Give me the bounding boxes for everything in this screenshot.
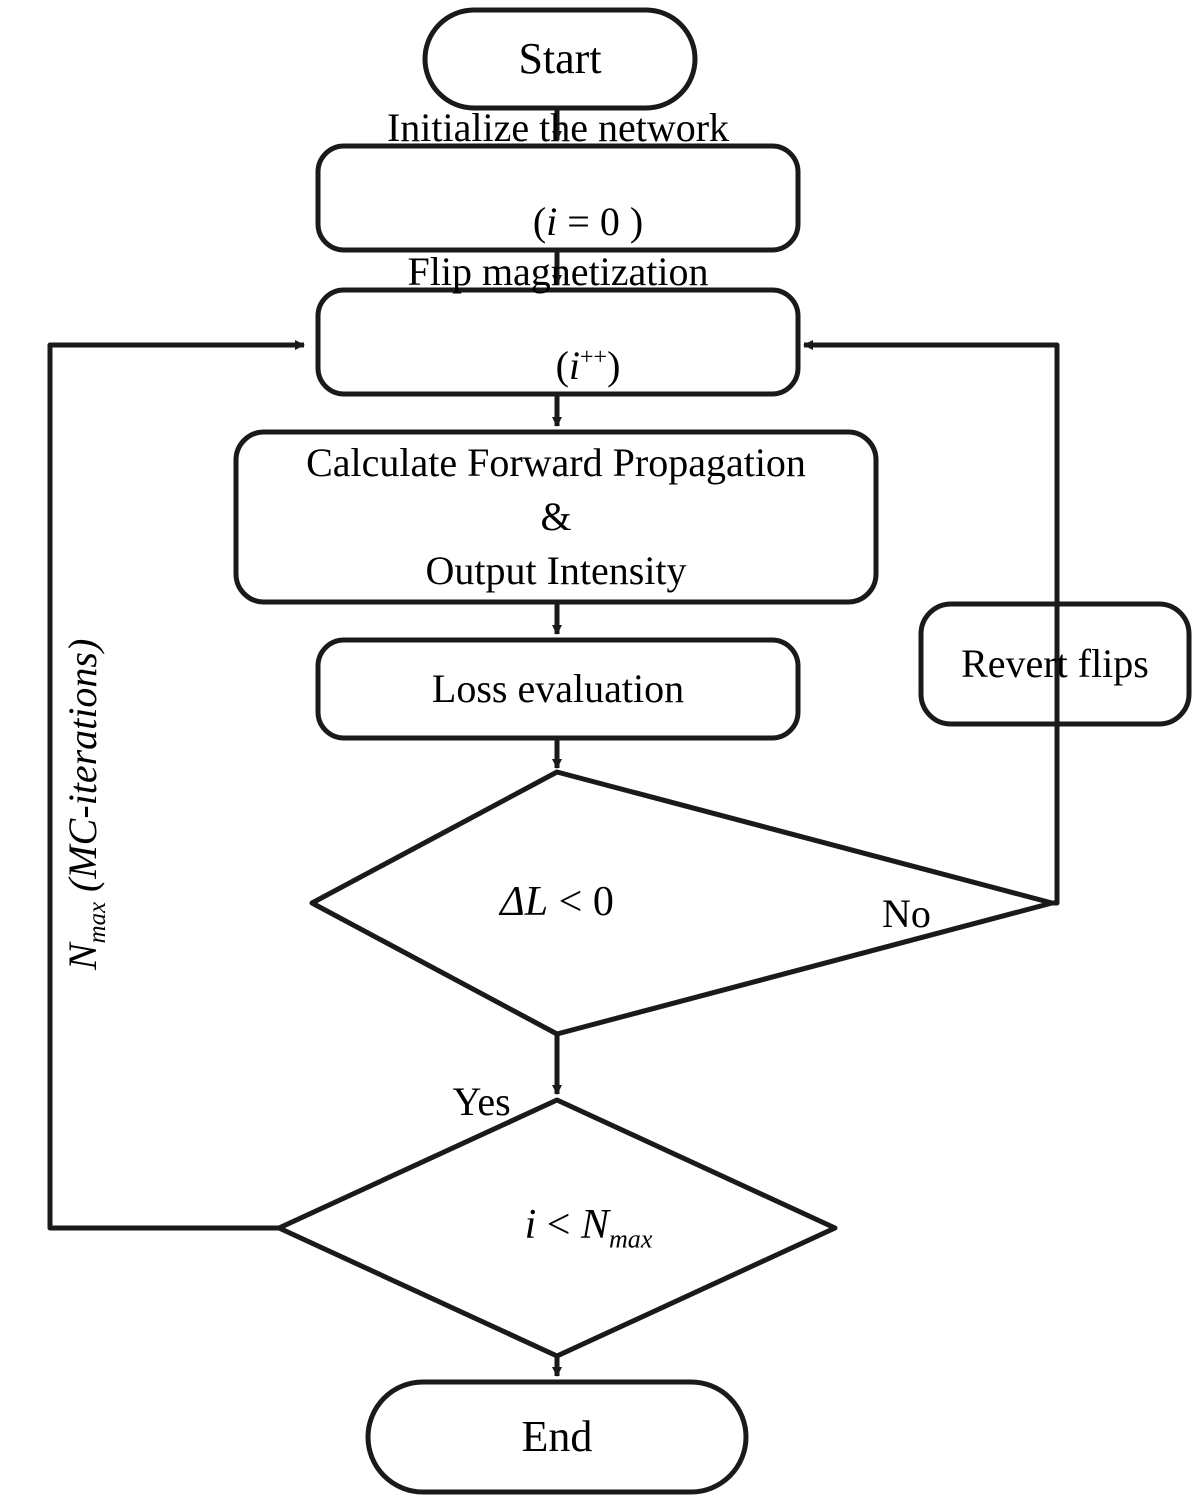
flip-variable: i [568,343,581,388]
loop-label-n: N [60,943,105,970]
node-revert-label: Revert flips [961,641,1149,687]
node-deltaloss-shape [312,772,1052,1034]
iteration-max-subscript: max [609,1224,653,1254]
delta-loss-symbol: ΔL [500,879,549,926]
edge-label-yes: Yes [452,1079,511,1124]
delta-loss-comparison: < 0 [548,879,614,926]
node-loss-label: Loss evaluation [431,666,685,712]
node-init-label: Initialize the network (i = 0 ) [386,104,730,244]
init-paren: ( [532,199,547,244]
loop-label-sub: max [84,902,111,944]
iteration-variable: i [524,1201,537,1248]
node-forward-shape [236,432,876,602]
flip-increment: ++ [580,344,608,371]
node-flip-shape [318,248,798,394]
node-start-label: Start [518,34,602,84]
node-start-shape [425,10,695,108]
node-init-shape [318,104,798,250]
node-end-shape [368,1382,746,1492]
init-variable: i [546,199,558,244]
node-iter-shape [279,1100,835,1356]
edge-label-no: No [882,891,931,936]
node-flip-label: Flip magnetization (i++) [407,248,709,388]
node-end-label: End [521,1412,593,1462]
flip-paren-open: ( [555,343,569,388]
init-value: = 0 ) [557,199,644,244]
node-loss-shape [318,640,798,738]
flip-paren-close: ) [607,343,621,388]
loop-label-mc-iterations [12,639,159,1010]
node-forward-label: Calculate Forward Propagation & Output Intensity [306,440,806,593]
loop-label-suffix: (MC-iterations) [60,638,105,902]
iteration-max-symbol: N [580,1201,609,1248]
iteration-comparison: < [536,1201,581,1248]
